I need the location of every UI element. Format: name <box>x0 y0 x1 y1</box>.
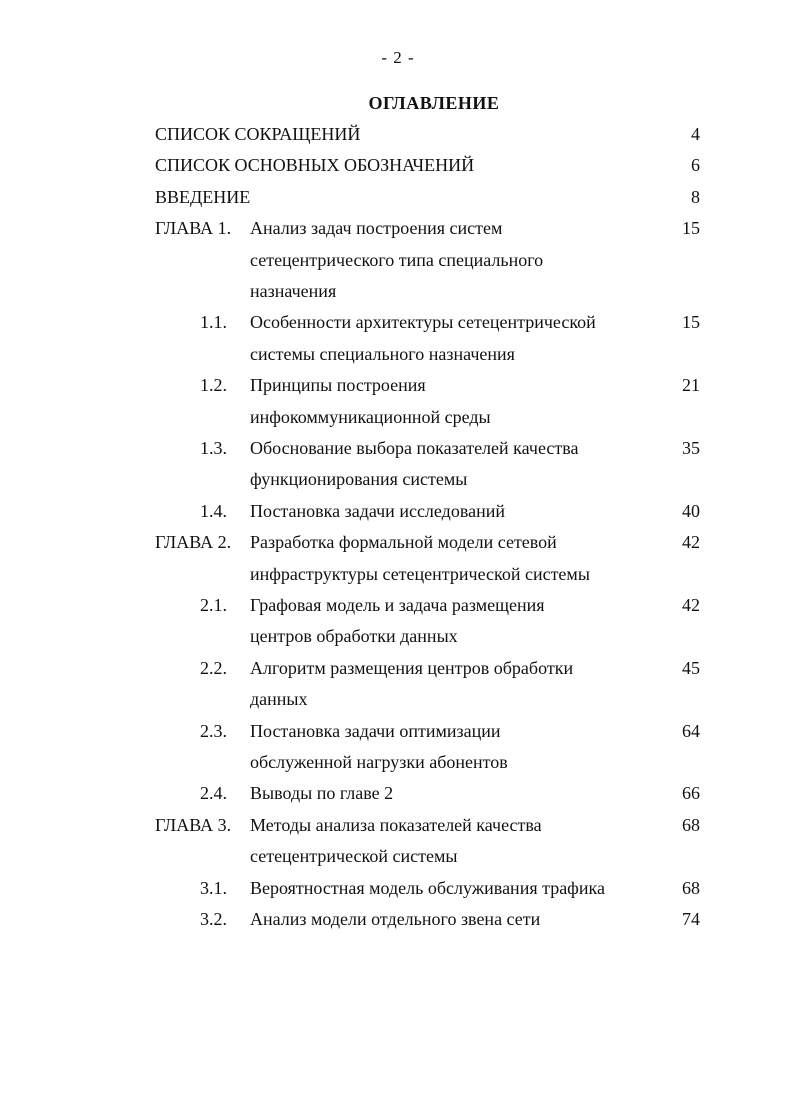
toc-entry-title <box>250 527 650 590</box>
toc-entry-page: 74 <box>682 908 700 929</box>
toc-entry-title <box>250 873 650 904</box>
toc-entry-abbreviations[interactable] <box>0 119 796 150</box>
toc-entry-line: инфокоммуникационной среды <box>250 406 491 427</box>
toc-entry-line: Принципы построения <box>250 375 426 396</box>
toc-entry-label: 1.4. <box>200 500 227 521</box>
toc-entry-title <box>250 307 650 370</box>
toc-chapter-3[interactable] <box>0 810 796 873</box>
toc-entry-page: 40 <box>682 500 700 521</box>
toc-entry-label: ГЛАВА 3. <box>155 814 232 835</box>
toc-entry-label: 1.3. <box>200 437 227 458</box>
toc-entry-page: 4 <box>691 124 700 144</box>
toc-entry-label: 2.2. <box>200 657 227 678</box>
toc-entry-title <box>250 590 650 653</box>
toc-entry-line: Постановка задачи оптимизации <box>250 720 501 741</box>
toc-entry-title <box>250 433 650 496</box>
toc-entry-page: 45 <box>682 657 700 678</box>
toc-chapter-1[interactable] <box>0 213 796 307</box>
toc-entry-label: ГЛАВА 2. <box>155 532 232 553</box>
toc-entry-page: 8 <box>691 186 700 207</box>
toc-entry-line: Постановка задачи исследований <box>250 500 505 521</box>
toc-entry-page: 68 <box>682 877 700 898</box>
toc-entry-line: Методы анализа показателей качества <box>250 814 542 835</box>
toc-entry-page: 15 <box>682 218 700 239</box>
toc-entry-line: сетецентрического типа специального <box>250 249 544 270</box>
toc-entry-line: Разработка формальной модели сетевой <box>250 532 557 553</box>
toc-entry-page: 42 <box>682 532 700 553</box>
toc-section-1-3[interactable] <box>0 433 796 496</box>
toc-section-1-4[interactable] <box>0 496 796 527</box>
toc-entry-line: данных <box>250 689 308 710</box>
toc-section-3-2[interactable] <box>0 904 796 935</box>
toc-entry-label: 1.1. <box>200 312 227 333</box>
toc-entry-title: СПИСОК СОКРАЩЕНИЙ <box>155 124 361 144</box>
toc-section-2-4[interactable] <box>0 778 796 809</box>
toc-entry-page: 68 <box>682 814 700 835</box>
toc-entry-label: 3.1. <box>200 877 227 898</box>
toc-section-2-1[interactable] <box>0 590 796 653</box>
toc-entry-page: 35 <box>682 437 700 458</box>
toc-entry-title <box>250 716 650 779</box>
toc-entry-line: Особенности архитектуры сетецентрической <box>250 312 596 333</box>
toc-entry-line: сетецентрической системы <box>250 846 458 867</box>
toc-entry-page: 66 <box>682 783 700 804</box>
toc-entry-line: функционирования системы <box>250 469 468 490</box>
toc-entry-label: 3.2. <box>200 908 227 929</box>
toc-entry-title <box>250 904 650 935</box>
toc-title: ОГЛАВЛЕНИЕ <box>368 93 500 113</box>
toc-chapter-2[interactable] <box>0 527 796 590</box>
toc-entry-title: СПИСОК ОСНОВНЫХ ОБОЗНАЧЕНИЙ <box>155 155 475 176</box>
toc-entry-label: 2.4. <box>200 783 227 804</box>
table-of-contents <box>0 119 796 935</box>
toc-section-2-2[interactable] <box>0 653 796 716</box>
toc-entry-label: 2.3. <box>200 720 227 741</box>
toc-entry-label: ГЛАВА 1. <box>155 218 232 239</box>
toc-entry-page: 21 <box>682 375 700 396</box>
toc-entry-line: центров обработки данных <box>250 626 458 647</box>
page-number: - 2 - <box>381 48 415 67</box>
toc-entry-page: 42 <box>682 594 700 615</box>
toc-entry-title <box>250 810 650 873</box>
toc-entry-page: 64 <box>682 720 700 741</box>
toc-entry-title <box>250 213 650 307</box>
toc-entry-page: 15 <box>682 312 700 333</box>
toc-entry-page: 6 <box>691 155 700 176</box>
toc-entry-title <box>250 370 650 433</box>
toc-section-3-1[interactable] <box>0 873 796 904</box>
toc-entry-label: 1.2. <box>200 375 227 396</box>
toc-entry-line: назначения <box>250 280 337 301</box>
toc-entry-line: Анализ модели отдельного звена сети <box>250 908 541 929</box>
toc-section-1-1[interactable] <box>0 307 796 370</box>
toc-entry-line: Вероятностная модель обслуживания трафика <box>250 877 605 898</box>
toc-entry-line: Графовая модель и задача размещения <box>250 594 545 615</box>
toc-entry-line: инфраструктуры сетецентрической системы <box>250 563 590 584</box>
toc-entry-title <box>250 496 650 527</box>
toc-entry-title: ВВЕДЕНИЕ <box>155 186 251 207</box>
toc-section-2-3[interactable] <box>0 716 796 779</box>
toc-entry-line: Обоснование выбора показателей качества <box>250 437 579 458</box>
toc-entry-line: Анализ задач построения систем <box>250 218 503 239</box>
toc-entry-introduction[interactable] <box>0 182 796 213</box>
toc-entry-label: 2.1. <box>200 594 227 615</box>
toc-entry-line: Алгоритм размещения центров обработки <box>250 657 574 678</box>
toc-entry-line: системы специального назначения <box>250 343 515 364</box>
toc-entry-line: Выводы по главе 2 <box>250 783 394 804</box>
toc-entry-line: обслуженной нагрузки абонентов <box>250 751 508 772</box>
toc-section-1-2[interactable] <box>0 370 796 433</box>
toc-entry-title <box>250 778 650 809</box>
toc-entry-title <box>250 653 650 716</box>
toc-entry-notation[interactable] <box>0 150 796 181</box>
